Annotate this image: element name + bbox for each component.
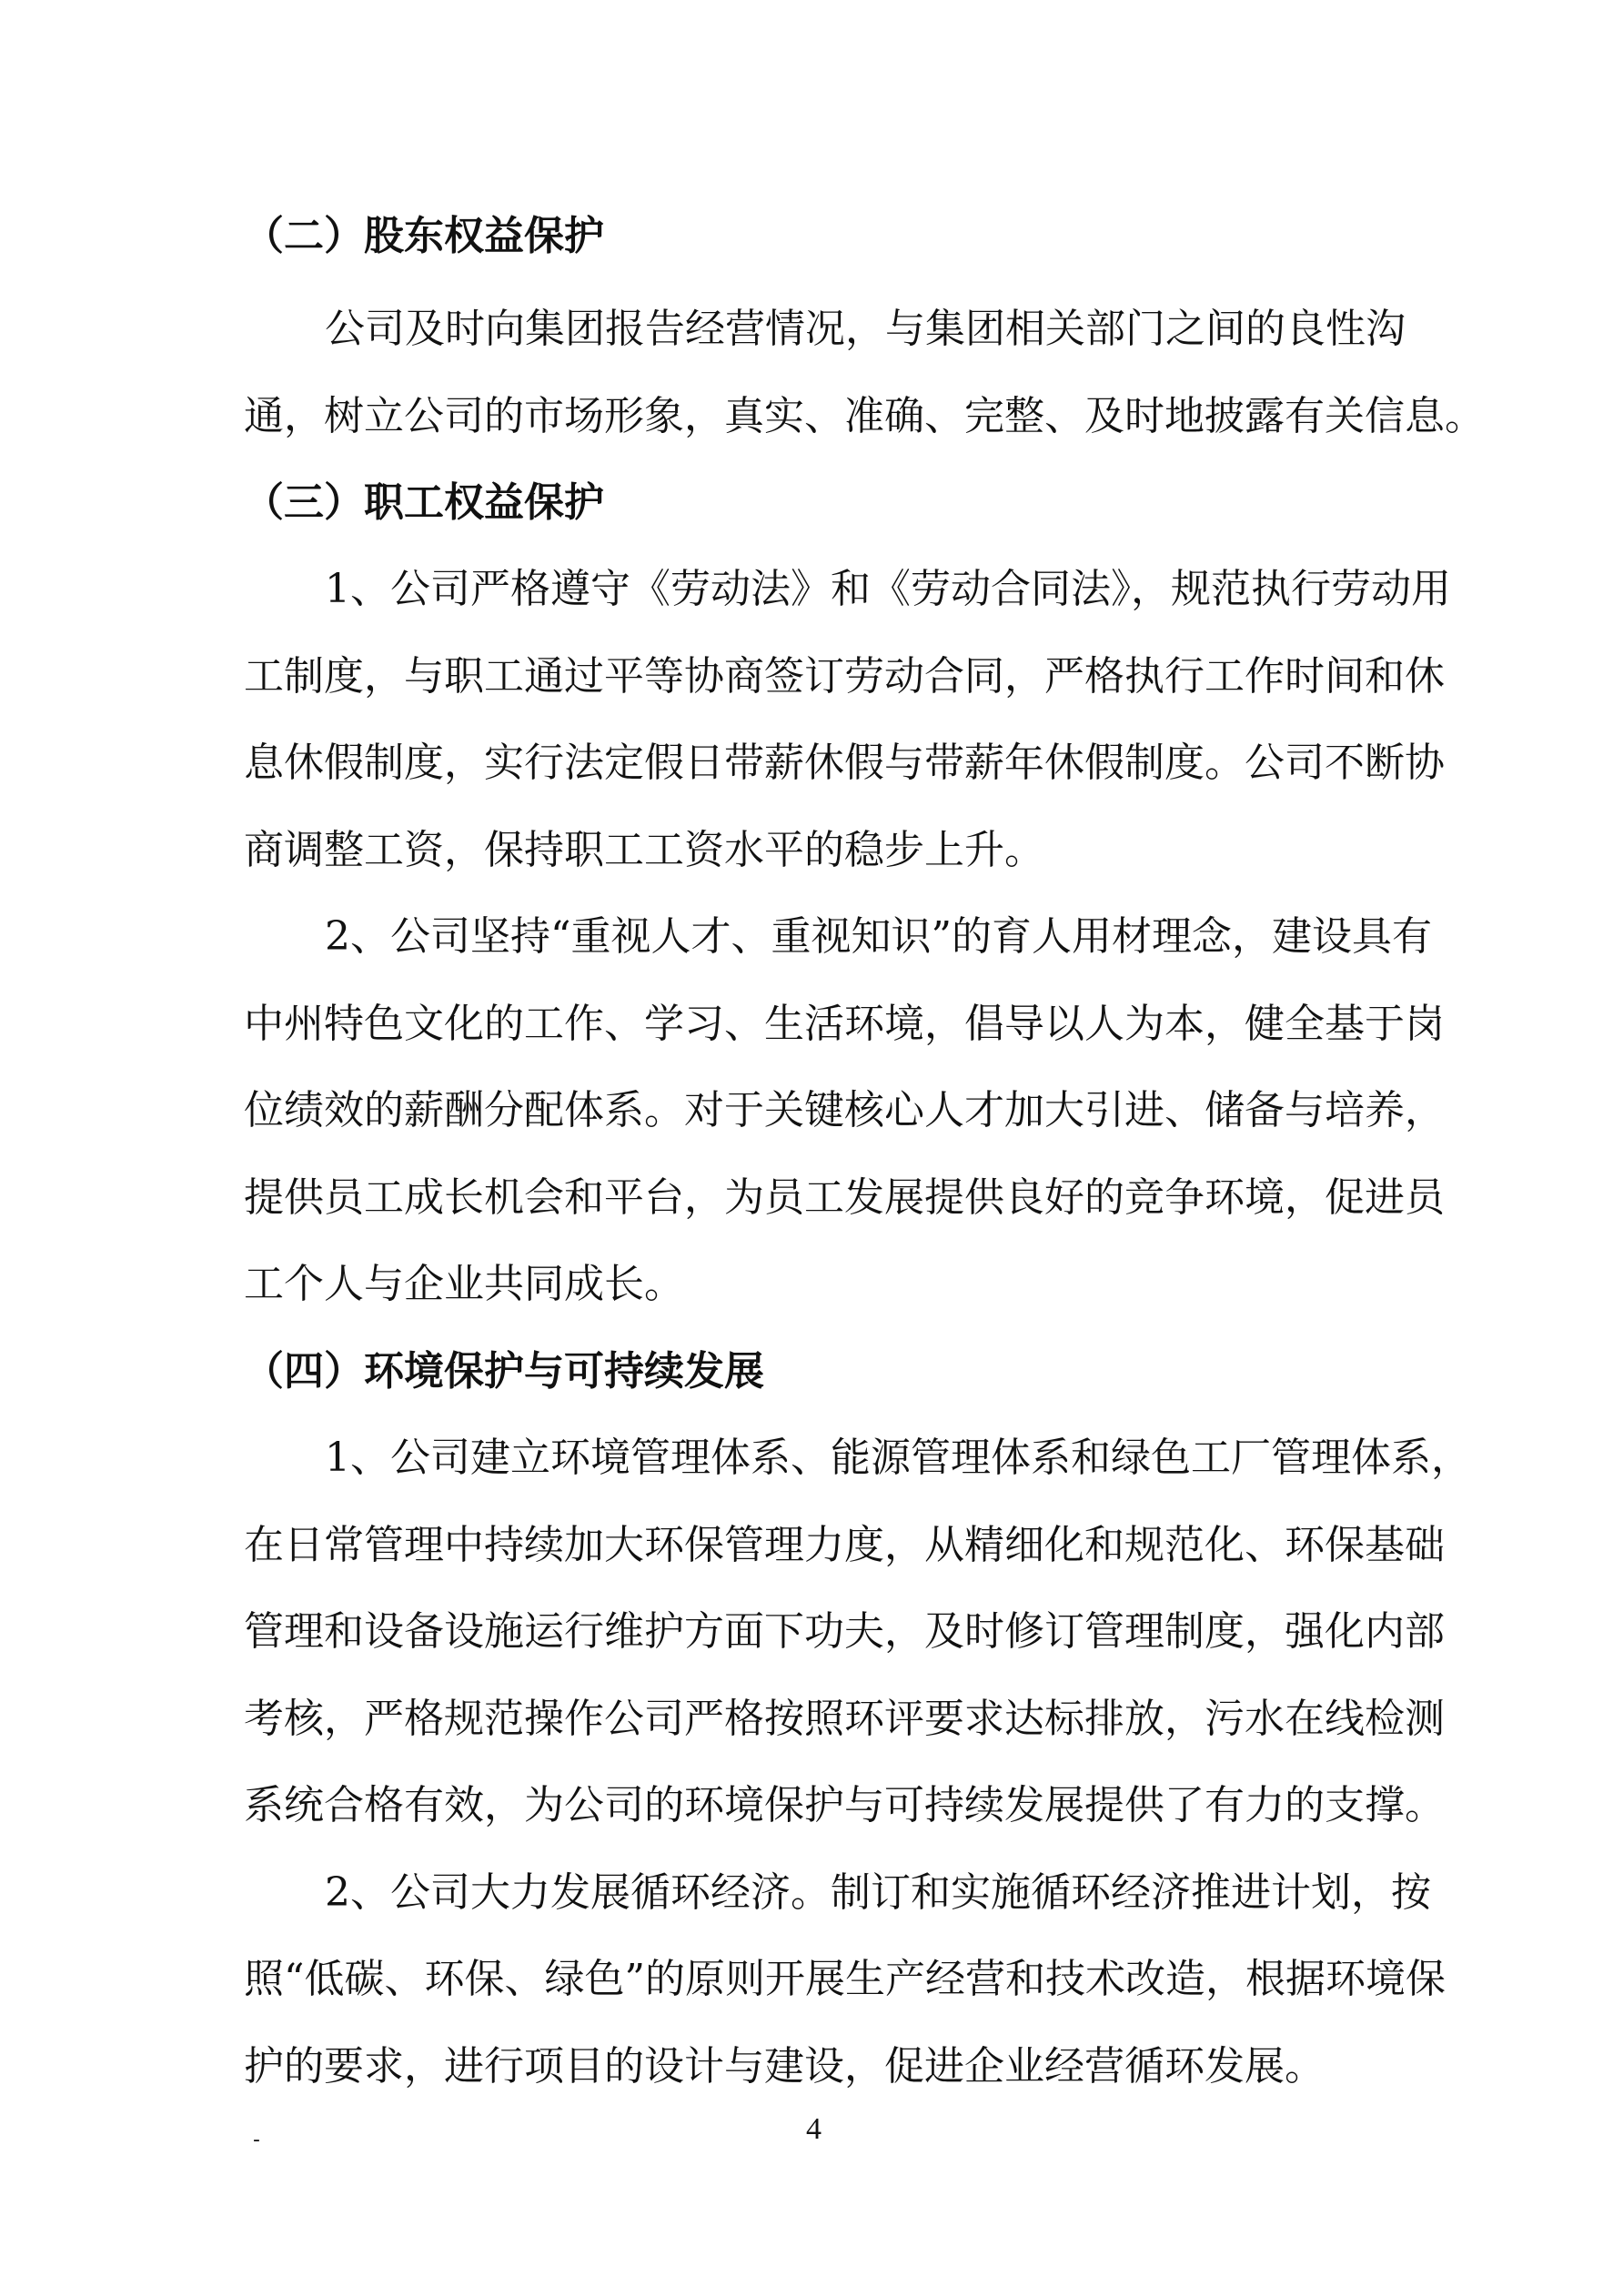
paragraph-line: 系统合格有效，为公司的环境保护与可持续发展提供了有力的支撑。 (244, 1782, 1445, 1828)
paragraph-line: 管理和设备设施运行维护方面下功夫，及时修订管理制度，强化内部 (244, 1608, 1445, 1655)
footer-dash: - (253, 2129, 260, 2151)
paragraph-line: 2、公司坚持“重视人才、重视知识”的育人用材理念，建设具有 (325, 913, 1432, 960)
paragraph-line: 通，树立公司的市场形象，真实、准确、完整、及时地披露有关信息。 (244, 393, 1485, 439)
paragraph-line: 公司及时向集团报告经营情况，与集团相关部门之间的良性沟 (325, 306, 1406, 352)
paragraph-line: 提供员工成长机会和平台，为员工发展提供良好的竞争环境，促进员 (244, 1174, 1445, 1221)
section-heading: （四）环境保护与可持续发展 (244, 1348, 764, 1395)
section-heading: （三）职工权益保护 (244, 479, 604, 526)
paragraph-line: 中州特色文化的工作、学习、生活环境，倡导以人为本，健全基于岗 (244, 1001, 1445, 1047)
paragraph-line: 1、公司严格遵守《劳动法》和《劳动合同法》，规范执行劳动用 (325, 566, 1451, 612)
page-number: 4 (806, 2112, 822, 2146)
paragraph-line: 位绩效的薪酬分配体系。对于关键核心人才加大引进、储备与培养， (244, 1087, 1445, 1133)
paragraph-line: 护的要求，进行项目的设计与建设，促进企业经营循环发展。 (244, 2043, 1325, 2090)
paragraph-line: 息休假制度，实行法定假日带薪休假与带薪年休假制度。公司不断协 (244, 740, 1445, 786)
paragraph-line: 在日常管理中持续加大环保管理力度，从精细化和规范化、环保基础 (244, 1522, 1445, 1568)
paragraph-line: 2、公司大力发展循环经济。制订和实施循环经济推进计划，按 (325, 1869, 1431, 1916)
paragraph-line: 工个人与企业共同成长。 (244, 1261, 684, 1307)
paragraph-line: 1、公司建立环境管理体系、能源管理体系和绿色工厂管理体系， (325, 1435, 1471, 1481)
section-heading: （二）股东权益保护 (244, 213, 604, 259)
paragraph-line: 商调整工资，保持职工工资水平的稳步上升。 (244, 827, 1044, 873)
paragraph-line: 照“低碳、环保、绿色”的原则开展生产经营和技术改造，根据环境保 (244, 1956, 1446, 2002)
paragraph-line: 工制度，与职工通过平等协商签订劳动合同，严格执行工作时间和休 (244, 653, 1445, 700)
paragraph-line: 考核，严格规范操作公司严格按照环评要求达标排放，污水在线检测 (244, 1696, 1445, 1742)
